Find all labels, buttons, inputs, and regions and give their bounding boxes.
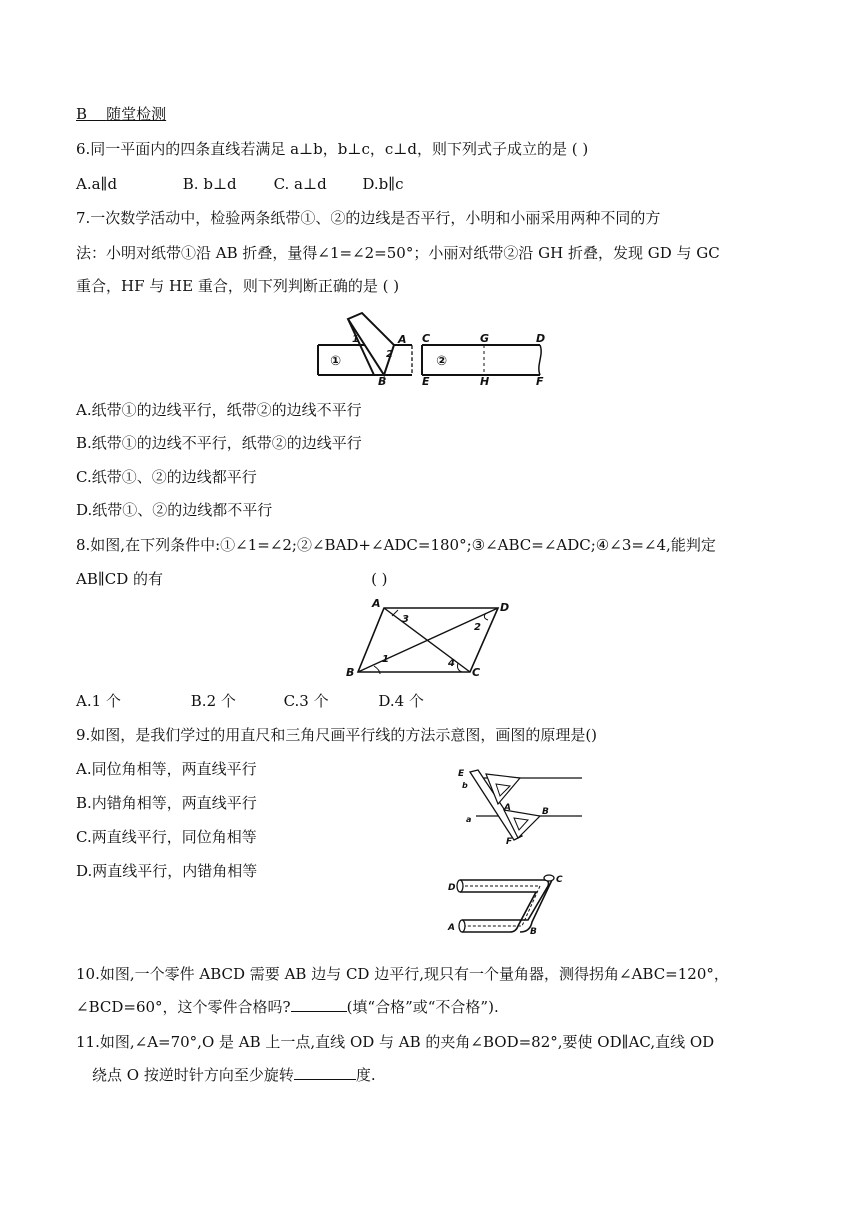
section-header xyxy=(76,104,166,124)
q6-option-d: D.b∥c xyxy=(362,175,404,193)
q8-line1: 8.如图,在下列条件中:①∠1=∠2;②∠BAD+∠ADC=180°;③∠ABC=∠ADC;④∠3=∠4,能判定 xyxy=(76,536,716,554)
q9-ruler-triangle-figure xyxy=(456,764,586,846)
q9-label-a-line: a xyxy=(466,815,472,824)
q7-option-c: C.纸带①、②的边线都平行 xyxy=(76,468,257,486)
section-title: 随堂检测 xyxy=(106,105,167,123)
q7-line1: 7.一次数学活动中，检验两条纸带①、②的边线是否平行，小明和小丽采用两种不同的方 xyxy=(76,209,661,227)
q8-label-1: 1 xyxy=(382,654,389,665)
q7-label-b: B xyxy=(378,375,387,385)
q9-label-f: F xyxy=(506,837,513,846)
q8-label-2: 2 xyxy=(474,622,481,633)
q9-stem: 9.如图，是我们学过的用直尺和三角尺画平行线的方法示意图，画图的原理是() xyxy=(76,726,598,744)
q7-label-f: F xyxy=(536,375,544,385)
q9-option-a: A.同位角相等，两直线平行 xyxy=(76,760,257,778)
q8-label-a: A xyxy=(372,597,381,610)
q10-label-d: D xyxy=(448,883,456,893)
q7-line2: 法：小明对纸带①沿 AB 折叠，量得∠1=∠2=50°；小丽对纸带②沿 GH 折叠，发现 GD 与 GC xyxy=(76,244,720,262)
q9-label-b-line: b xyxy=(462,781,468,790)
q8-option-b: B.2 个 xyxy=(190,692,236,710)
q7-line3: 重合，HF 与 HE 重合，则下列判断正确的是 ( ) xyxy=(76,277,400,295)
q7-option-a: A.纸带①的边线平行，纸带②的边线不平行 xyxy=(76,401,362,419)
q9-option-c: C.两直线平行，同位角相等 xyxy=(76,828,257,846)
q6-option-c: C. a⊥d xyxy=(273,175,327,193)
q7-option-d: D.纸带①、②的边线都不平行 xyxy=(76,501,273,519)
q6-options xyxy=(76,174,404,194)
q8-option-d: D.4 个 xyxy=(378,692,424,710)
q7-strip1-label: ① xyxy=(330,354,342,369)
q9-label-b: B xyxy=(542,807,549,817)
q7-label-c: C xyxy=(422,332,431,345)
q8-option-c: C.3 个 xyxy=(283,692,329,710)
q7-label-h: H xyxy=(480,375,490,385)
q8-option-a: A.1 个 xyxy=(76,692,121,710)
q8-label-b: B xyxy=(346,666,355,679)
q9-label-e: E xyxy=(458,769,465,779)
q7-label-1: 1 xyxy=(352,334,359,345)
q9-label-a: A xyxy=(504,803,511,813)
q10-line2-text: ∠BCD=60°，这个零件合格吗? xyxy=(76,998,291,1016)
q7-strip2-label: ② xyxy=(436,354,448,369)
q10-line2 xyxy=(76,997,499,1017)
q6-stem: 6.同一平面内的四条直线若满足 a⊥b，b⊥c，c⊥d，则下列式子成立的是 ( ) xyxy=(76,140,589,158)
q7-label-a: A xyxy=(398,333,407,346)
q7-paper-strip-figure xyxy=(314,309,554,385)
q11-line1: 11.如图,∠A=70°,O 是 AB 上一点,直线 OD 与 AB 的夹角∠BOD=82°,要使 OD∥AC,直线 OD xyxy=(76,1033,715,1051)
q10-label-c: C xyxy=(556,875,563,885)
q10-label-b: B xyxy=(530,927,537,936)
q11-line2-unit: 度. xyxy=(355,1066,376,1084)
q8-label-4: 4 xyxy=(448,658,455,669)
q8-label-c: C xyxy=(472,666,481,679)
q10-label-a: A xyxy=(448,923,455,933)
q8-label-d: D xyxy=(500,601,510,614)
q9-option-b: B.内错角相等，两直线平行 xyxy=(76,794,257,812)
q11-line2 xyxy=(92,1065,376,1085)
q8-line2-text: AB∥CD 的有 xyxy=(76,570,164,588)
q7-option-b: B.纸带①的边线不平行，纸带②的边线平行 xyxy=(76,434,362,452)
q6-option-b: B. b⊥d xyxy=(182,175,237,193)
q6-option-a: A.a∥d xyxy=(76,175,118,193)
q10-part-figure xyxy=(446,870,572,936)
q7-label-d: D xyxy=(536,332,546,345)
q10-line1: 10.如图,一个零件 ABCD 需要 AB 边与 CD 边平行,现只有一个量角器，测得拐角∠ABC=120°， xyxy=(76,965,729,983)
q7-label-g: G xyxy=(480,332,490,345)
q7-label-2: 2 xyxy=(386,349,393,360)
q7-label-e: E xyxy=(422,375,430,385)
q10-line2-hint: (填“合格”或“不合格”). xyxy=(346,998,499,1016)
q9-option-d: D.两直线平行，内错角相等 xyxy=(76,862,258,880)
q8-options xyxy=(76,691,424,711)
q11-line2-text: 绕点 O 按逆时针方向至少旋转 xyxy=(92,1066,294,1084)
q11-answer-blank[interactable] xyxy=(294,1065,356,1080)
q8-parallelogram-figure xyxy=(346,596,516,682)
q8-line2 xyxy=(76,569,388,589)
q10-answer-blank[interactable] xyxy=(291,997,347,1012)
section-letter: B xyxy=(76,105,88,123)
q8-label-3: 3 xyxy=(402,614,409,625)
q8-paren: ( ) xyxy=(371,570,388,588)
